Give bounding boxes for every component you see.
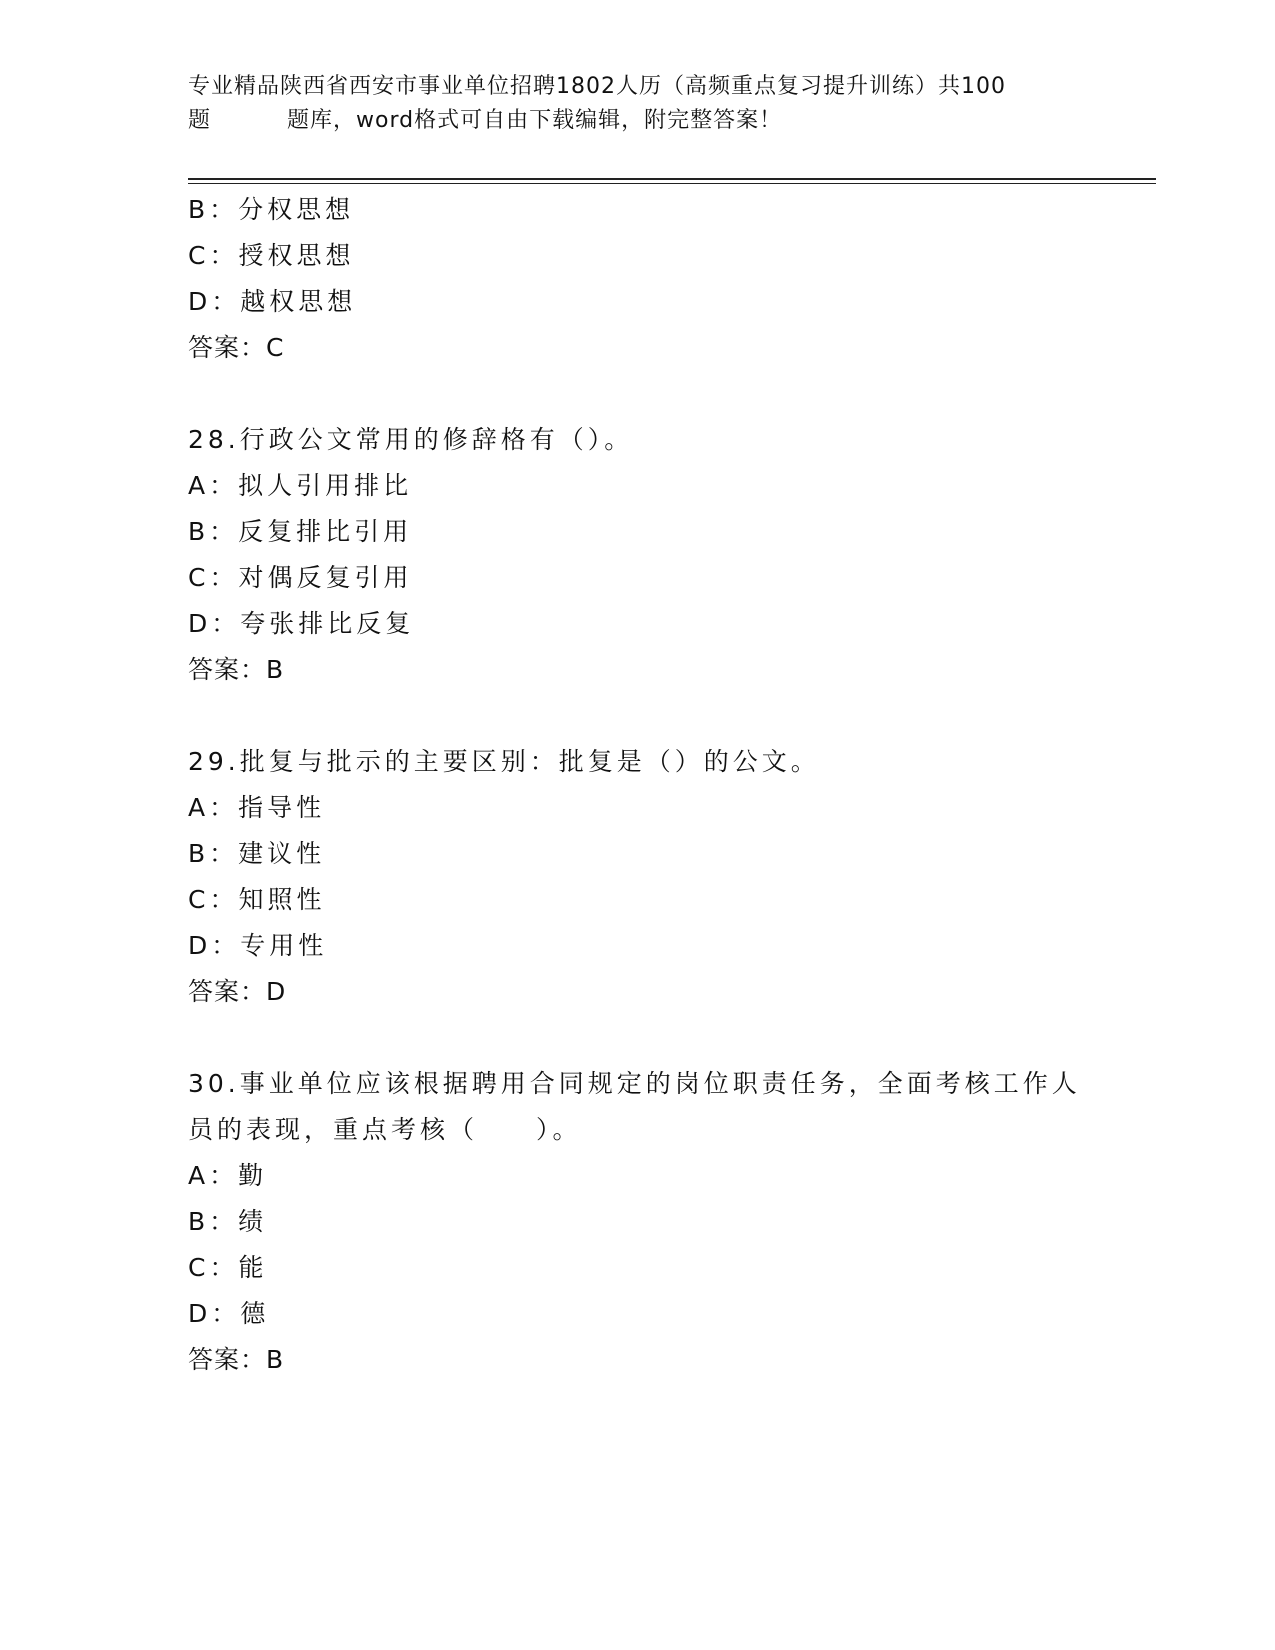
q29-option-c: C：知照性 bbox=[188, 885, 326, 914]
question-29-block bbox=[188, 739, 1088, 1015]
header-divider-thick bbox=[188, 178, 1156, 180]
q30-stem-line-2: 员的表现，重点考核（ ）。 bbox=[188, 1115, 582, 1144]
q27-answer: 答案：C bbox=[188, 333, 285, 362]
q28-option-c: C：对偶反复引用 bbox=[188, 563, 413, 592]
question-27-block bbox=[188, 187, 1088, 371]
q28-stem: 28.行政公文常用的修辞格有（）。 bbox=[188, 425, 634, 454]
header-line-2 bbox=[188, 104, 1088, 138]
q30-answer: 答案：B bbox=[188, 1345, 285, 1374]
q30-option-b: B：绩 bbox=[188, 1207, 268, 1236]
q29-option-b: B：建议性 bbox=[188, 839, 326, 868]
q27-option-d: D：越权思想 bbox=[188, 287, 357, 316]
question-28-block bbox=[188, 417, 1088, 693]
document-body bbox=[188, 187, 1088, 1383]
header-line-2-rest: 题库，word格式可自由下载编辑，附完整答案！ bbox=[287, 108, 783, 133]
q29-option-d: D：专用性 bbox=[188, 931, 328, 960]
question-30-block bbox=[188, 1061, 1088, 1383]
q30-option-d: D：德 bbox=[188, 1299, 270, 1328]
document-header bbox=[188, 70, 1088, 138]
header-divider-thin bbox=[188, 183, 1156, 184]
q27-option-b: B：分权思想 bbox=[188, 195, 355, 224]
q27-option-c: C：授权思想 bbox=[188, 241, 355, 270]
q28-option-b: B：反复排比引用 bbox=[188, 517, 413, 546]
q28-option-a: A：拟人引用排比 bbox=[188, 471, 413, 500]
q30-option-a: A：勤 bbox=[188, 1161, 268, 1190]
q29-answer: 答案：D bbox=[188, 977, 287, 1006]
q29-stem: 29.批复与批示的主要区别：批复是（）的公文。 bbox=[188, 747, 820, 776]
q30-stem-line-1: 30.事业单位应该根据聘用合同规定的岗位职责任务，全面考核工作人 bbox=[188, 1069, 1081, 1098]
q30-option-c: C：能 bbox=[188, 1253, 268, 1282]
q29-option-a: A：指导性 bbox=[188, 793, 326, 822]
header-line-2-start: 题 bbox=[188, 108, 212, 133]
header-line-1: 专业精品陕西省西安市事业单位招聘1802人历（高频重点复习提升训练）共100 bbox=[188, 74, 1006, 99]
q28-option-d: D：夸张排比反复 bbox=[188, 609, 415, 638]
q28-answer: 答案：B bbox=[188, 655, 285, 684]
